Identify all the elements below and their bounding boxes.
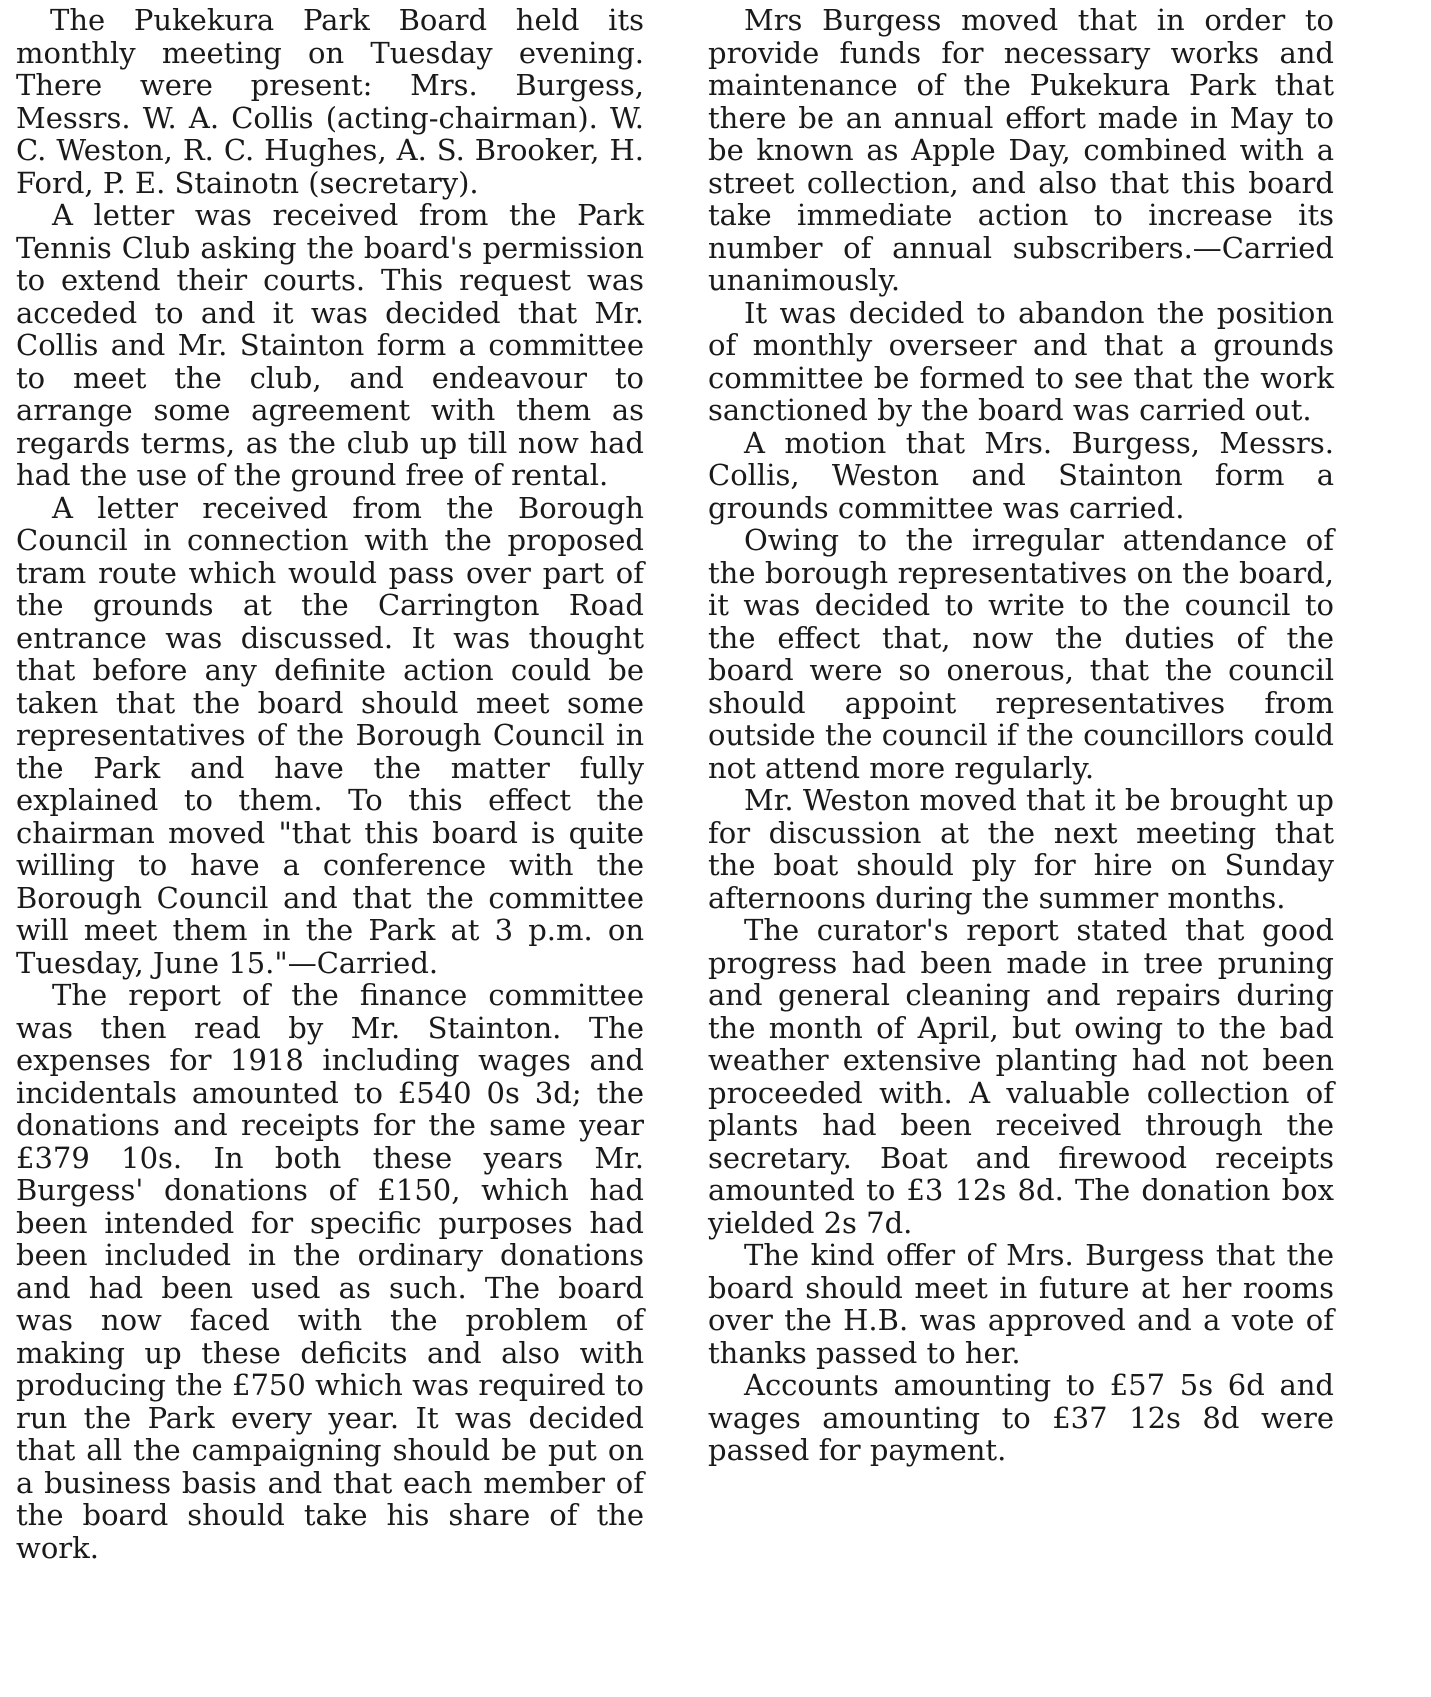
paragraph-meeting-rooms-offer: The kind offer of Mrs. Burgess that the board should meet in future at her rooms over the H.B. was approved and a vote of thanks passed to her. — [708, 1238, 1334, 1370]
paragraph-overseer-abandoned: It was decided to abandon the position of monthly overseer and that a grounds committee be formed to see that the work sanctioned by the board was carried out. — [708, 295, 1334, 427]
paragraph-grounds-committee: A motion that Mrs. Burgess, Messrs. Collis, Weston and Stainton form a grounds committee was carried. — [708, 425, 1334, 525]
paragraph-borough-attendance: Owing to the irregular attendance of the borough representatives on the board, it was decided to write to the council to the effect that, now the duties of the board were so onerous, that the council should appoint representatives from outside the council if the councillors could not attend more regularly. — [708, 523, 1334, 785]
paragraph-apple-day-motion: Mrs Burgess moved that in order to provide funds for necessary works and maintenance of the Pukekura Park that there be an annual effort made in May to be known as Apple Day, combined with a street collection, and also that this board take immediate action to increase its number of annual subscribers.—Carried unanimously. — [708, 3, 1334, 297]
paragraph-curator-report: The curator's report stated that good progress had been made in tree pruning and general cleaning and repairs during the month of April, but owing to the bad weather extensive planting had not been proceeded with. A valuable collection of plants had been received through the secretary. Boat and firewood receipts amounted to £3 12s 8d. The donation box yielded 2s 7d. — [708, 913, 1334, 1240]
paragraph-meeting-attendance: The Pukekura Park Board held its monthly meeting on Tuesday evening. There were present: Mrs. Burgess, Messrs. W. A. Collis (acting-chairman). W. C. Weston, R. C. Hughes, A. S. Brooker, H. Ford, P. E. Stainotn (secretary). — [16, 3, 644, 200]
paragraph-finance-report: The report of the finance committee was then read by Mr. Stainton. The expenses for 1918 including wages and incidentals amounted to £540 0s 3d; the donations and receipts for the same year £379 10s. In both these years Mr. Burgess' donations of £150, which had been intended for specific purposes had been included in the ordinary donations and had been used as such. The board was now faced with the problem of making up these deficits and also with producing the £750 which was required to run the Park every year. It was decided that all the campaigning should be put on a business basis and that each member of the board should take his share of the work. — [16, 978, 644, 1565]
paragraph-accounts-passed: Accounts amounting to £57 5s 6d and wages amounting to £37 12s 8d were passed for payment. — [708, 1368, 1334, 1467]
left-column — [16, 4, 644, 1564]
paragraph-tennis-club-letter: A letter was received from the Park Tennis Club asking the board's permission to extend their courts. This request was acceded to and it was decided that Mr. Collis and Mr. Stainton form a committee to meet the club, and endeavour to arrange some agreement with them as regards terms, as the club up till now had had the use of the ground free of rental. — [16, 198, 644, 492]
paragraph-boat-hire: Mr. Weston moved that it be brought up for discussion at the next meeting that the boat should ply for hire on Sunday afternoons during the summer months. — [708, 783, 1334, 915]
paragraph-borough-council-letter: A letter received from the Borough Council in connection with the proposed tram route which would pass over part of the grounds at the Carrington Road entrance was discussed. It was thought that before any definite action could be taken that the board should meet some representatives of the Borough Council in the Park and have the matter fully explained to them. To this effect the chairman moved "that this board is quite willing to have a conference with the Borough Council and that the committee will meet them in the Park at 3 p.m. on Tuesday, June 15."—Carried. — [16, 490, 644, 980]
column-gutter — [676, 20, 677, 1660]
right-column — [708, 4, 1334, 1467]
